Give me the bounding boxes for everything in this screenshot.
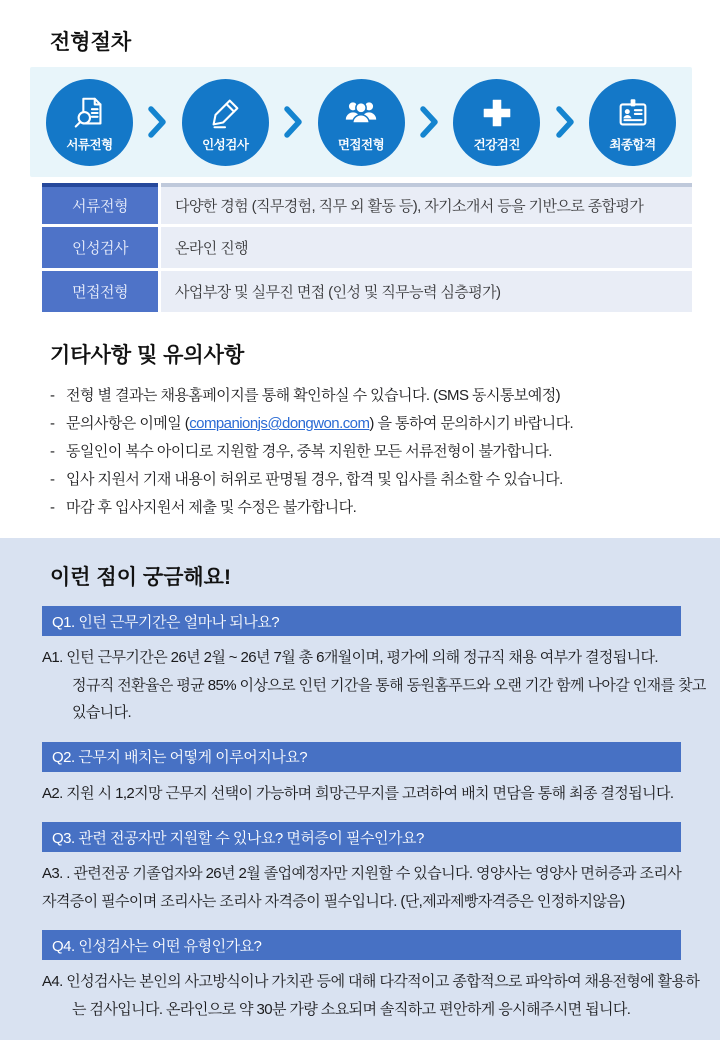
table-row-description: 사업부장 및 실무진 면접 (인성 및 직무능력 심층평가) (161, 271, 692, 312)
note-text: 전형 별 결과는 채용홈페이지를 통해 확인하실 수 있습니다. (SMS 동시통보예정) (66, 387, 561, 404)
list-item (50, 438, 690, 466)
faq-question-bar: Q2. 근무지 배치는 어떻게 이루어지나요? (42, 742, 681, 772)
table-row (42, 183, 692, 224)
table-row-label: 면접전형 (42, 271, 158, 312)
table-row-description: 다양한 경험 (직무경험, 직무 외 활동 등), 자기소개서 등을 기반으로 종합평가 (161, 183, 692, 224)
table-row-label: 인성검사 (42, 227, 158, 268)
pencil-icon (205, 94, 245, 132)
process-steps-band (30, 67, 692, 177)
faq-answer (42, 968, 698, 1023)
faq-question-bar: Q4. 인성검사는 어떤 유형인가요? (42, 930, 681, 960)
notes-section-heading: 기타사항 및 유의사항 (50, 344, 245, 367)
faq-answer-line: A3. . 관련전공 기졸업자와 26년 2월 졸업예정자만 지원할 수 있습니다. 영양사는 영양사 면허증과 조리사 (42, 865, 682, 882)
medical-cross-icon (477, 94, 517, 132)
faq-answer-line: 는 검사입니다. 온라인으로 약 30분 가량 소요되며 솔직하고 편안하게 응시해주시면 됩니다. (72, 1000, 631, 1018)
faq-answer-line: 자격증이 필수이며 조리사는 조리사 자격증이 필수입니다. (단,제과제빵자격증은 인정하지않음) (42, 892, 625, 910)
faq-answer-line: A1. 인턴 근무기간은 26년 2월 ~ 26년 7월 총 6개월이며, 평가에 의해 정규직 채용 여부가 결정됩니다. (42, 649, 658, 666)
faq-answer-line: A2. 지원 시 1,2지망 근무지 선택이 가능하며 희망근무지를 고려하여 배치 면담을 통해 최종 결정됩니다. (42, 784, 674, 802)
table-row-description: 온라인 진행 (161, 227, 692, 268)
process-step-label: 면접전형 (337, 137, 385, 152)
list-item (50, 494, 690, 522)
faq-question-bar: Q1. 인턴 근무기간은 얼마나 되나요? (42, 606, 681, 636)
list-marker: - (50, 471, 55, 488)
contact-email-link[interactable]: companionjs@dongwon.com (189, 415, 370, 432)
document-search-icon (70, 94, 110, 132)
process-detail-table (42, 183, 692, 315)
list-marker: - (50, 415, 55, 432)
table-row (42, 271, 692, 312)
note-text: 입사 지원서 기재 내용이 허위로 판명될 경우, 합격 및 입사를 취소할 수 있습니다. (66, 471, 563, 488)
process-step-interview (318, 79, 405, 166)
table-row-label: 서류전형 (42, 183, 158, 224)
faq-section-heading: 이런 점이 궁금해요! (50, 566, 231, 589)
people-icon (341, 94, 381, 132)
process-step-label: 인성검사 (202, 137, 249, 152)
list-item (50, 410, 690, 438)
process-step-health-check (453, 79, 540, 166)
process-step-label: 최종합격 (609, 137, 656, 152)
chevron-right-icon (555, 104, 575, 140)
faq-section (0, 538, 720, 1040)
faq-answer (42, 860, 698, 915)
note-text (66, 410, 573, 438)
list-item (50, 466, 690, 494)
faq-question-bar: Q3. 관련 전공자만 지원할 수 있나요? 면허증이 필수인가요? (42, 822, 681, 852)
note-text-suffix: ) 을 통하여 문의하시기 바랍니다. (369, 415, 574, 432)
faq-answer-line: 정규직 전환율은 평균 85% 이상으로 인턴 기간을 통해 동원홈푸드와 오랜 기간 함께 나아갈 인재를 찾고 (72, 676, 706, 694)
notes-list (50, 382, 690, 522)
faq-answer-line: A4. 인성검사는 본인의 사고방식이나 가치관 등에 대해 다각적이고 종합적으로 파악하여 채용전형에 활용하 (42, 973, 700, 990)
chevron-right-icon (147, 104, 167, 140)
note-text: 마감 후 입사지원서 제출 및 수정은 불가합니다. (66, 499, 357, 516)
process-step-personality-test (182, 79, 269, 166)
note-text-prefix: 문의사항은 이메일 ( (66, 415, 190, 432)
process-step-final-pass (589, 79, 676, 166)
list-marker: - (50, 387, 55, 404)
process-step-label: 건강검진 (473, 137, 520, 152)
process-step-label: 서류전형 (66, 137, 113, 152)
list-marker: - (50, 443, 55, 460)
note-text: 동일인이 복수 아이디로 지원할 경우, 중복 지원한 모든 서류전형이 불가합니다. (66, 443, 552, 460)
chevron-right-icon (419, 104, 439, 140)
process-step-document-screening (46, 79, 133, 166)
faq-answer (42, 780, 698, 808)
chevron-right-icon (283, 104, 303, 140)
faq-answer (42, 644, 706, 727)
process-section-heading: 전형절차 (50, 31, 132, 54)
table-row (42, 227, 692, 268)
faq-answer-line: 있습니다. (72, 704, 132, 721)
list-marker: - (50, 499, 55, 516)
list-item (50, 382, 690, 410)
id-card-icon (613, 94, 653, 132)
